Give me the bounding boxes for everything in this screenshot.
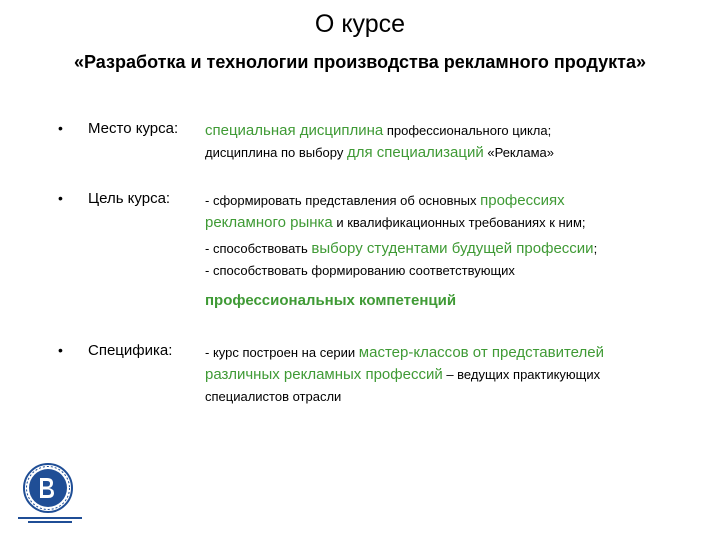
row-label: Место курса:: [88, 120, 179, 137]
content-line: [205, 290, 675, 312]
text-segment: профессионального цикла;: [383, 123, 552, 138]
bullet: •: [58, 190, 63, 206]
highlight-segment: профессиях: [480, 192, 565, 209]
content-line: [205, 364, 675, 386]
text-segment: - курс построен на серии: [205, 345, 359, 360]
content-line: [205, 238, 675, 260]
highlight-segment: различных рекламных профессий: [205, 366, 443, 383]
text-segment: - сформировать представления об основных: [205, 193, 481, 208]
text-segment: и квалификационных требованиях к ним;: [332, 215, 586, 230]
highlight-segment: специальная дисциплина: [205, 122, 384, 139]
text-segment: - способствовать: [205, 241, 312, 256]
highlight-segment: рекламного рынка: [205, 214, 333, 231]
highlight-segment: для специализаций: [346, 144, 484, 161]
highlight-segment: выбору студентами будущей профессии: [311, 240, 594, 257]
content-line: [205, 212, 675, 234]
text-segment: – ведущих практикующих: [442, 367, 601, 382]
row-content: [205, 342, 675, 408]
highlight-segment: профессиональных компетенций: [205, 292, 457, 309]
slide-title: О курсе: [314, 10, 406, 38]
highlight-segment: мастер-классов от представителей: [358, 344, 604, 361]
text-segment: специалистов отрасли: [205, 389, 342, 404]
text-segment: «Реклама»: [483, 145, 554, 160]
text-segment: дисциплина по выбору: [205, 145, 347, 160]
row-content: [205, 120, 675, 164]
content-line: [205, 342, 675, 364]
content-line: [205, 386, 675, 408]
slide-subtitle: «Разработка и технологии производства рекламного продукта»: [74, 52, 646, 72]
content-line: [205, 260, 675, 282]
bullet: •: [58, 120, 63, 136]
row-content: [205, 190, 675, 312]
content-line: [205, 120, 675, 142]
row-label: Специфика:: [88, 342, 173, 359]
bullet: •: [58, 342, 63, 358]
text-segment: - способствовать формированию соответствующих: [205, 263, 515, 278]
university-logo-icon: [14, 458, 86, 530]
content-line: [205, 190, 675, 212]
content-line: [205, 142, 675, 164]
row-label: Цель курса:: [88, 190, 171, 207]
text-segment: ;: [593, 241, 598, 256]
